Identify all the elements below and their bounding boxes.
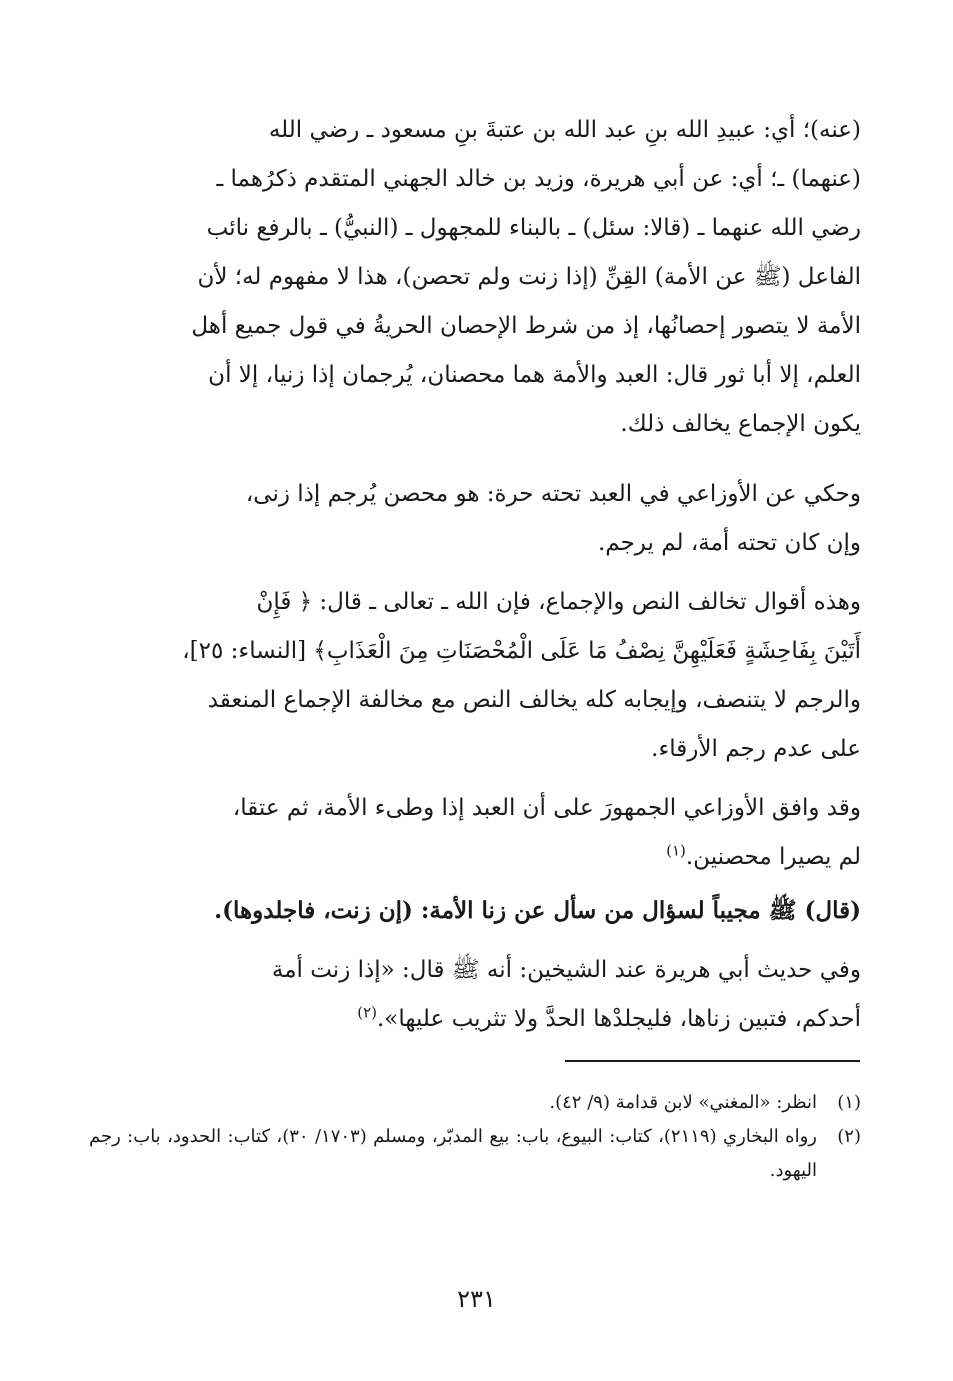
page-number: ٢٣١	[457, 1285, 496, 1313]
footnote-reference[interactable]: (٢)	[357, 1003, 377, 1022]
text-line: والرجم لا يتنصف، وإيجابه كله يخالف النص مع مخالفة الإجماع المنعقد	[207, 687, 861, 713]
text-line: الأمة لا يتصور إحصانُها، إذ من شرط الإحصان الحريةُ في قول جميع أهل	[191, 313, 861, 339]
text-line: وحكي عن الأوزاعي في العبد تحته حرة: هو محصن يُرجم إذا زنى،	[245, 481, 861, 507]
text-line: وفي حديث أبي هريرة عند الشيخين: أنه ﷺ قال: «إذا زنت أمة	[271, 957, 861, 983]
text-line: رضي الله عنهما ـ (قالا: سئل) ـ بالبناء للمجهول ـ (النبيُّ) ـ بالرفع نائب	[206, 215, 861, 241]
footnote-text: رواه البخاري (٢١١٩)، كتاب: البيوع، باب: بيع المدبّر، ومسلم (١٧٠٣/ ٣٠)، كتاب: الحدود، باب: رجم اليهود.	[89, 1126, 817, 1181]
footnote-text: انظر: «المغني» لابن قدامة (٩/ ٤٢).	[549, 1092, 817, 1113]
text-line: على عدم رجم الأرقاء.	[651, 736, 861, 762]
paragraph-6	[89, 946, 861, 1044]
footnote-reference[interactable]: (١)	[666, 841, 686, 860]
text-line: (قال) ﷺ مجيباً لسؤال من سأل عن زنا الأمة: (إن زنت، فاجلدوها).	[214, 897, 861, 924]
paragraph-2	[89, 470, 861, 568]
footnote-separator	[565, 1060, 860, 1062]
text-line	[89, 995, 861, 1044]
footnotes	[89, 1086, 861, 1188]
footnote-item	[89, 1086, 861, 1120]
paragraph-5	[89, 886, 861, 935]
footnote-number: (٢)	[837, 1126, 861, 1147]
text-line: (عنهما) ـ؛ أي: عن أبي هريرة، وزيد بن خالد الجهني المتقدم ذكرُهما ـ	[216, 166, 861, 192]
quran-verse-line: أَتَيْنَ بِفَاحِشَةٍ فَعَلَيْهِنَّ نِصْفُ مَا عَلَى الْمُحْصَنَاتِ مِنَ الْعَذَابِ﴾ [النساء: ٢٥]،	[182, 638, 861, 664]
text-line: وإن كان تحته أمة، لم يرجم.	[597, 530, 861, 556]
paragraph-1	[89, 106, 861, 449]
text-line: (عنه)؛ أي: عبيدِ الله بنِ عبد الله بن عتبةَ بنِ مسعود ـ رضي الله	[268, 117, 861, 143]
text-line: الفاعل (ﷺ عن الأمة) القِنِّ (إذا زنت ولم تحصن)، هذا لا مفهوم له؛ لأن	[197, 264, 861, 290]
text-segment: أحدكم، فتبين زناها، فليجلدْها الحدَّ ولا تثريب عليها».	[377, 1006, 861, 1032]
text-line: يكون الإجماع يخالف ذلك.	[620, 411, 861, 437]
text-line: العلم، إلا أبا ثور قال: العبد والأمة هما محصنان، يُرجمان إذا زنيا، إلا أن	[208, 362, 861, 388]
text-segment: لم يصيرا محصنين.	[685, 844, 861, 870]
paragraph-4	[89, 784, 861, 882]
text-line: وقد وافق الأوزاعي الجمهورَ على أن العبد إذا وطىء الأمة، ثم عتقا،	[232, 795, 861, 821]
text-line	[89, 833, 861, 882]
text-line: وهذه أقوال تخالف النص والإجماع، فإن الله ـ تعالى ـ قال: ﴿ فَإِنْ	[256, 589, 861, 615]
paragraph-3	[89, 578, 861, 774]
footnote-number: (١)	[837, 1092, 861, 1113]
footnote-item	[89, 1120, 861, 1188]
